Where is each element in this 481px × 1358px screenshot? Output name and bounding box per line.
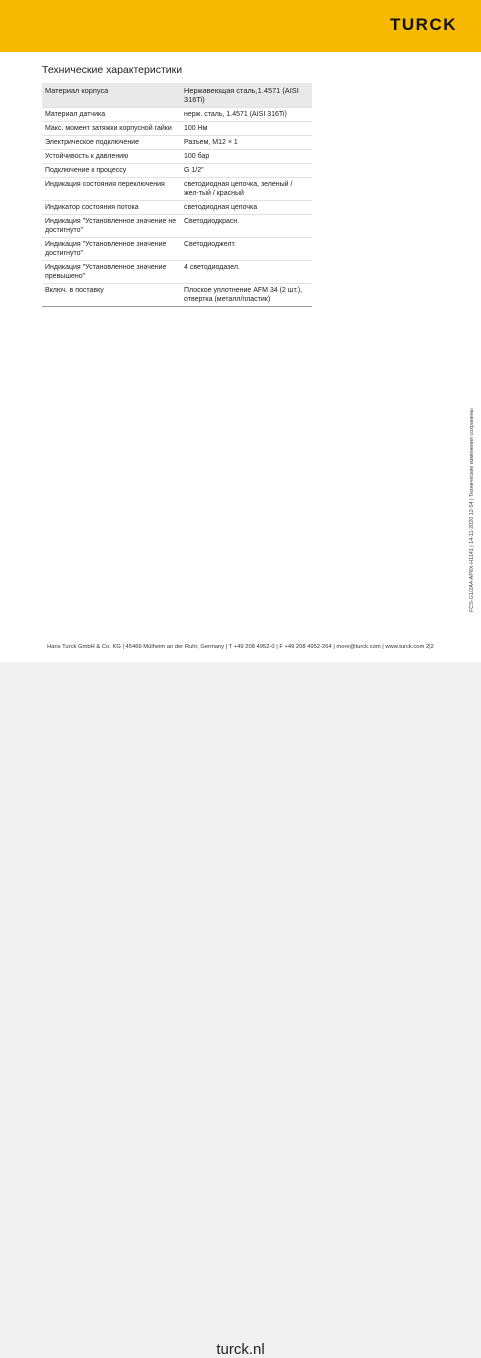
spec-row	[42, 215, 312, 238]
spec-row	[42, 108, 312, 122]
browser-bottom-bar	[0, 662, 481, 1358]
spec-value: 100 бар	[181, 150, 312, 164]
spec-key: Материал датчика	[42, 108, 181, 122]
spec-value: Светодиоджелт.	[181, 238, 312, 261]
spec-row	[42, 201, 312, 215]
spec-value: 4 светодиодазел.	[181, 261, 312, 284]
spec-key: Индикация "Установленное значение не достигнуто"	[42, 215, 181, 238]
spec-row	[42, 284, 312, 307]
side-revision-note: FCS-G1/2A4-AP8X-H1141 | 14-11-2020 12-54 | Технические изменения сохранены	[469, 408, 475, 612]
document-page	[0, 0, 481, 662]
spec-row	[42, 178, 312, 201]
spec-row	[42, 261, 312, 284]
spec-row	[42, 136, 312, 150]
spec-key: Индикация состояния переключения	[42, 178, 181, 201]
spec-value: Плоское уплотнение AFM 34 (2 шт.), отвертка (металл/пластик)	[181, 284, 312, 307]
turck-logo: TURCK	[390, 15, 457, 34]
spec-row	[42, 122, 312, 136]
spec-value: Разъем, M12 × 1	[181, 136, 312, 150]
spec-value: G 1/2"	[181, 164, 312, 178]
spec-value: светодиодная цепочка	[181, 201, 312, 215]
site-url-label[interactable]: turck.nl	[216, 1341, 265, 1358]
spec-row	[42, 238, 312, 261]
spec-key: Макс. момент затяжки корпусной гайки	[42, 122, 181, 136]
spec-row	[42, 150, 312, 164]
spec-value: 100 Нм	[181, 122, 312, 136]
spec-row	[42, 164, 312, 178]
spec-key: Индикация "Установленное значение превышено"	[42, 261, 181, 284]
spec-value: Светодиодкрасн.	[181, 215, 312, 238]
spec-key: Индикация "Установленное значение достигнуто"	[42, 238, 181, 261]
spec-table	[42, 83, 312, 307]
spec-key: Индикатор состояния потока	[42, 201, 181, 215]
spec-key: Электрическое подключение	[42, 136, 181, 150]
spec-value: нерж. сталь, 1.4571 (AISI 316Ti)	[181, 108, 312, 122]
brand-header-bar	[0, 0, 481, 52]
spec-key: Материал корпуса	[42, 83, 181, 108]
spec-key: Подключение к процессу	[42, 164, 181, 178]
page-footer: Hans Turck GmbH & Co. KG | 45466 Mülheim an der Ruhr, Germany | T +49 208 4952-0 | F +49 208 4952-264 | more@turck.com | www.turck.com 2|2	[47, 644, 434, 650]
spec-value: Нержавеющая сталь,1.4571 (AISI 316Ti)	[181, 83, 312, 108]
spec-key: Устойчивость к давлению	[42, 150, 181, 164]
spec-row	[42, 83, 312, 108]
section-title: Технические характеристики	[42, 64, 183, 76]
spec-value: светодиодная цепочка, зеленый / жел-тый / красный	[181, 178, 312, 201]
spec-key: Включ. в поставку	[42, 284, 181, 307]
